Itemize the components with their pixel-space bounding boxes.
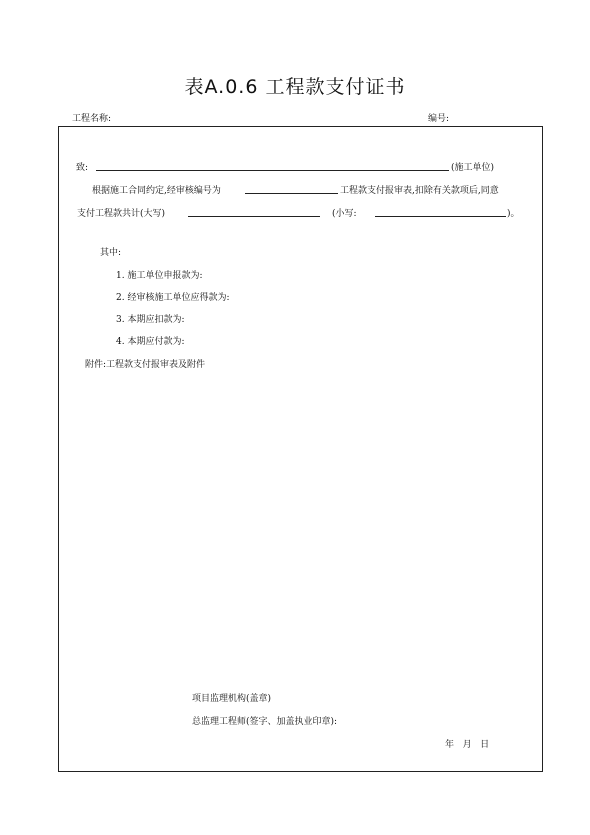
contract-text-prefix: 根据施工合同约定,经审核编号为 <box>92 186 221 196</box>
list-item: 4. 本期应付款为: <box>116 337 185 347</box>
to-label: 致: <box>76 163 89 173</box>
project-name-label: 工程名称: <box>72 114 112 124</box>
certificate-frame <box>58 126 543 772</box>
attachment-label: 附件:工程款支付报审表及附件 <box>85 360 206 370</box>
amount-in-words-blank[interactable] <box>188 216 320 217</box>
contract-text-suffix: 工程款支付报审表,扣除有关款项后,同意 <box>340 186 499 196</box>
contractor-label: (施工单位) <box>451 163 495 173</box>
serial-number-label: 编号: <box>428 114 450 124</box>
contractor-blank[interactable] <box>96 170 449 171</box>
chief-engineer-label: 总监理工程师(签字、加盖执业印章): <box>192 717 338 727</box>
amount-in-figures-label: (小写: <box>332 209 357 219</box>
amount-in-figures-blank[interactable] <box>375 216 506 217</box>
list-item: 3. 本期应扣款为: <box>116 315 185 325</box>
amount-close-paren: )。 <box>507 209 520 219</box>
list-item: 2. 经审核施工单位应得款为: <box>116 293 230 303</box>
among-label: 其中: <box>100 248 122 258</box>
list-item: 1. 施工单位申报款为: <box>116 271 203 281</box>
date-label: 年 月 日 <box>445 740 490 750</box>
page-title: 表A.0.6 工程款支付证书 <box>184 76 406 98</box>
supervision-org-label: 项目监理机构(盖章) <box>192 694 272 704</box>
total-amount-label: 支付工程款共计(大写) <box>77 209 166 219</box>
review-number-blank[interactable] <box>245 193 338 194</box>
